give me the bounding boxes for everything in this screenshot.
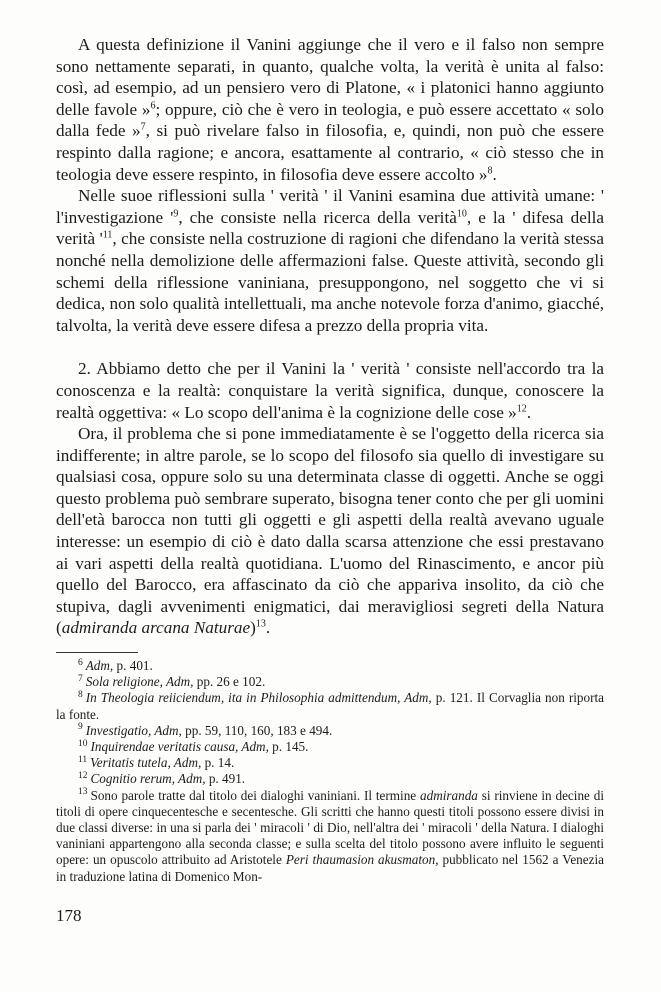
italic-text: Cognitio rerum, Adm,: [90, 771, 206, 787]
text-run: p. 14.: [201, 755, 235, 771]
footnote: [56, 771, 604, 787]
text-run: Sono parole tratte dal titolo dei dialoghi vaniniani. Il termine: [90, 787, 420, 803]
text-run: pubblicato nel 1562 a Venezia in traduzione latina di Domenico Mon-: [56, 852, 604, 884]
text-run: , e la ' difesa della verità ': [56, 207, 604, 249]
italic-text: Adm,: [85, 658, 114, 673]
italic-text: Veritatis tutela, Adm,: [90, 755, 202, 771]
footnote-ref: 8: [487, 164, 493, 176]
text-run: .: [526, 402, 532, 422]
italic-text: Inquirendae veritatis causa, Adm,: [90, 739, 269, 755]
footnote-number: 10: [78, 738, 88, 749]
text-run: A questa definizione il Vanini aggiunge che il vero e il falso non sempre sono nettamente separati, in quanto, qualche volta, la verità è unita al falso: così, ad esempio, ad un pensiero vero di Platone, « i platonici hanno aggiunto delle favole »: [56, 35, 604, 119]
text-run: p. 491.: [205, 771, 246, 787]
text-run: .: [492, 164, 497, 184]
footnote: [56, 658, 604, 674]
footnote-ref: 10: [456, 208, 467, 220]
text-run: pp. 59, 110, 160, 183 e 494.: [181, 722, 333, 738]
text-run: , che consiste nella costruzione di ragioni che difendano la verità stessa nonché nella demolizione delle affermazioni false. Queste attività, secondo gli schemi della riflessione vaniniana, presuppongono, nel soggetto che vi si dedica, non solo qualità intellettuali, ma anche notevole forza d'animo, giacché, talvolta, la verità deve essere difesa a prezzo della propria vita.: [56, 229, 604, 335]
footnote-ref: 12: [516, 402, 527, 414]
paragraph: [56, 423, 604, 639]
text-run: , che consiste nella ricerca della verità: [178, 207, 457, 227]
italic-text: Investigatio, Adm,: [85, 722, 182, 738]
footnote-ref: 11: [102, 229, 113, 241]
footnote-number: 12: [78, 771, 88, 782]
text-run: si rinviene in decine di titoli di opere cinquecentesche e secentesche. Gli scritti che hanno questi titoli possono essere divisi in due classi diverse: in una si parla dei ' miracoli ' di Dio, nell'altra dei ' miracoli ' della Natura. I dialoghi vaniniani appartengono alla seconda classe; e sulla scelta del titolo possono avere influito le seguenti opere: un opuscolo attribuito ad Aristotele: [56, 787, 604, 868]
italic-text: admiranda: [420, 787, 478, 803]
italic-text: Sola religione, Adm,: [85, 674, 194, 690]
footnote-number: 13: [78, 787, 88, 798]
footnote-number: 9: [78, 722, 83, 733]
footnote-ref: 9: [173, 208, 179, 220]
footnotes: [56, 658, 604, 885]
text-run: p. 121. Il Corvaglia non riporta la fonte.: [56, 690, 605, 722]
footnote-rule: [56, 652, 138, 653]
paragraph: [56, 34, 604, 185]
footnote-ref: 7: [140, 121, 146, 133]
text-run: , si può rivelare falso in filosofia, e, quindi, non può che essere respinto dalla ragione; e ancora, esattamente al contrario, « ciò stesso che in teologia deve essere respinto, in filosofia deve essere accolto »: [56, 121, 605, 184]
italic-text: In Theologia reiiciendum, ita in Philosophia admittendum, Adm,: [85, 690, 432, 706]
footnote: [56, 723, 604, 739]
footnote-number: 7: [78, 673, 83, 684]
footnote: [56, 788, 604, 885]
footnote-ref: 6: [150, 100, 156, 112]
text-run: ; oppure, ciò che è vero in teologia, e può essere accettato « solo dalla fede »: [56, 99, 604, 141]
footnote-number: 8: [78, 690, 83, 701]
footnote: [56, 674, 604, 690]
paragraph: [56, 358, 604, 423]
footnote: [56, 755, 604, 771]
main-text: [56, 34, 604, 639]
footnote-number: 6: [78, 657, 83, 668]
footnote: [56, 739, 604, 755]
footnote-ref: 13: [255, 618, 266, 630]
text-run: ): [250, 618, 256, 638]
italic-text: admiranda arcana Naturae: [61, 618, 251, 638]
paragraph: [56, 185, 604, 336]
text-run: .: [265, 618, 271, 638]
text-run: 2. Abbiamo detto che per il Vanini la ' verità ' consiste nell'accordo tra la conoscenza e la realtà: conquistare la verità significa, dunque, conoscere la realtà oggettiva: « Lo scopo dell'anima è la cognizione delle cose »: [56, 359, 604, 422]
text-run: Nelle suoe riflessioni sulla ' verità ' il Vanini esamina due attività umane: ' l'investigazione ': [56, 186, 604, 227]
text-run: p. 145.: [268, 739, 309, 755]
text-run: p. 401.: [113, 658, 153, 673]
page-number: 178: [56, 906, 82, 925]
italic-text: Peri thaumasion akusmaton,: [285, 852, 439, 868]
footnote-number: 11: [78, 754, 88, 765]
text-run: pp. 26 e 102.: [193, 674, 266, 690]
text-run: Ora, il problema che si pone immediatamente è se l'oggetto della ricerca sia indifferente; in altre parole, se lo scopo del filosofo sia quello di investigare su qualsiasi cosa, oppure solo su una determinata classe di oggetti. Anche se oggi questo problema può sembrare superato, bisogna tener conto che per gli uomini dell'età barocca non tutti gli oggetti e gli aspetti della realtà avevano uguale interesse: un esempio di ciò è dato dalla scarsa attenzione che essi prestavano ai vari aspetti della realtà quotidiana. L'uomo del Rinascimento, e ancor più quello del Barocco, era affascinato da ciò che appariva insolito, da ciò che stupiva, dagli avvenimenti enigmatici, dai meravigliosi segreti della Natura (: [56, 424, 604, 638]
footnote: [56, 690, 604, 722]
